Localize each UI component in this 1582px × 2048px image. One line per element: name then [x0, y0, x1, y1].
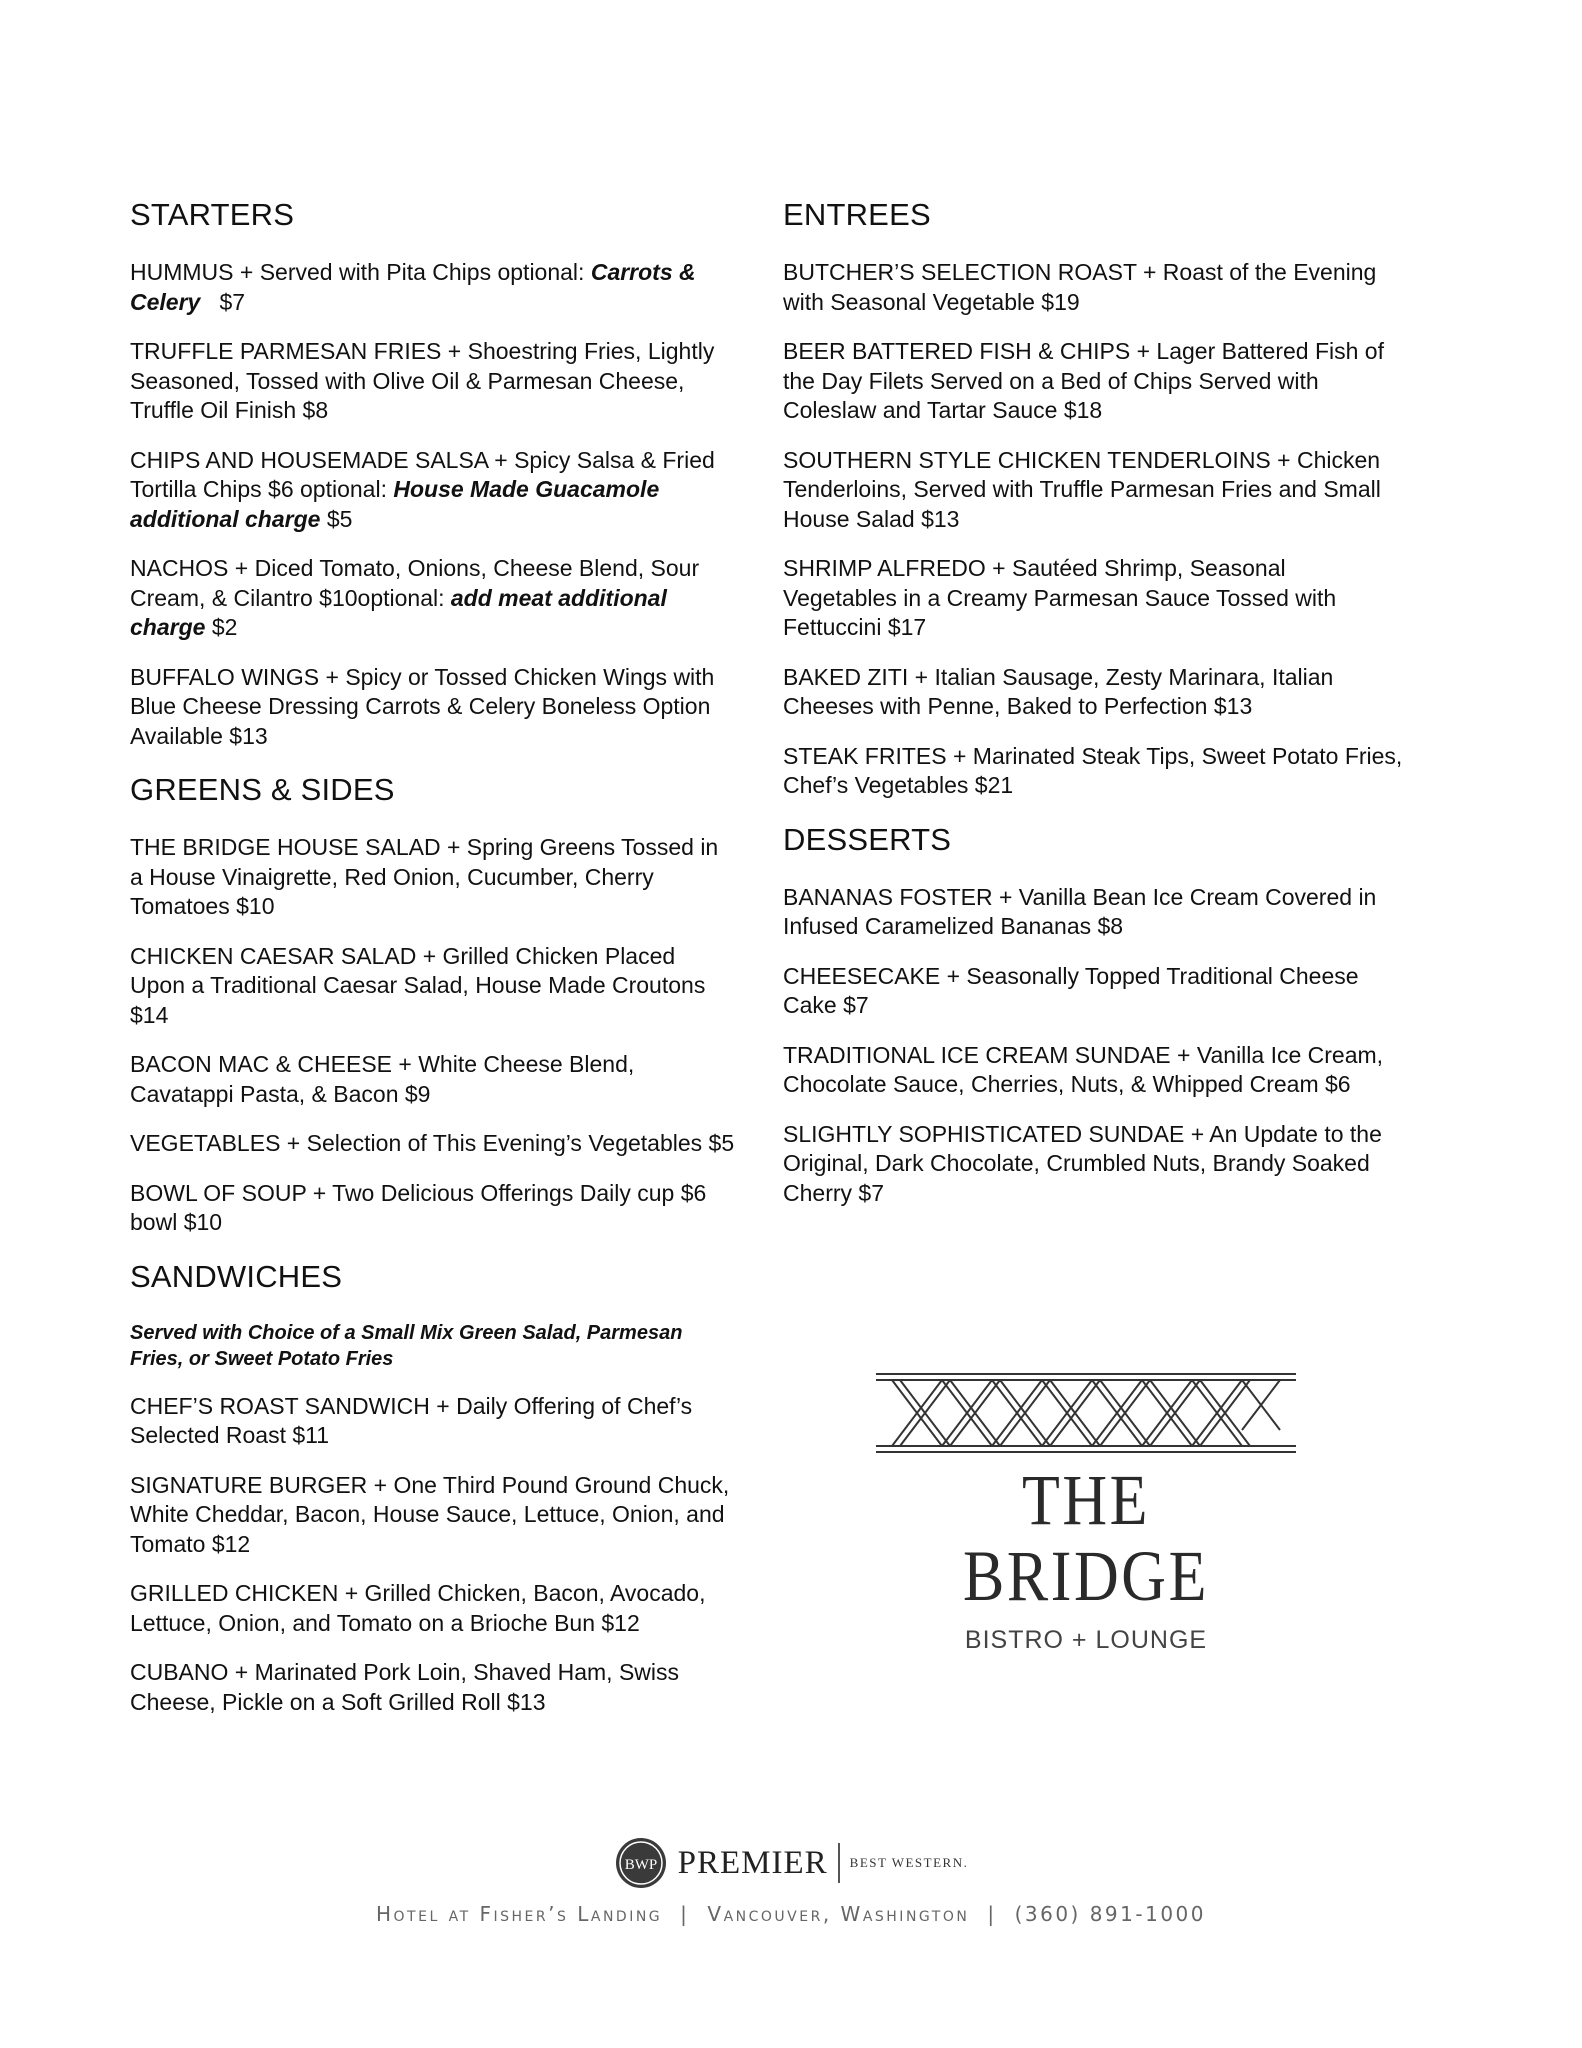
hotel-name: Hotel at Fisher’s Landing [375, 1902, 663, 1926]
address-line [0, 1902, 1582, 1926]
brand-divider [838, 1843, 840, 1883]
menu-item-roast-sandwich: CHEF’S ROAST SANDWICH + Daily Offering of Chef’s Selected Roast $11 [130, 1392, 693, 1448]
menu-item-house-salad: THE BRIDGE HOUSE SALAD + Spring Greens Tossed in a House Vinaigrette, Red Onion, Cucumber, Cherry Tomatoes $10 [130, 834, 719, 919]
hotel-phone: (360) 891-1000 [1014, 1902, 1206, 1926]
menu-item-baked-ziti: BAKED ZITI + Italian Sausage, Zesty Marinara, Italian Cheeses with Penne, Baked to Perfection $13 [783, 663, 1334, 719]
logo-subtitle: BISTRO + LOUNGE [964, 1626, 1208, 1654]
right-column [783, 196, 1403, 1228]
menu-item-butchers-roast: BUTCHER’S SELECTION ROAST + Roast of the Evening with Seasonal Vegetable $19 [783, 259, 1377, 315]
menu-item-soup: BOWL OF SOUP + Two Delicious Offerings Daily cup $6 bowl $10 [130, 1179, 707, 1235]
menu-item-caesar-salad: CHICKEN CAESAR SALAD + Grilled Chicken Placed Upon a Traditional Caesar Salad, House Made Croutons $14 [130, 942, 706, 1028]
menu-item-nachos: NACHOS + Diced Tomato, Onions, Cheese Blend, Sour Cream, & Cilantro $10optional: add meat additional charge $2 [130, 555, 700, 640]
section-title-sandwiches: SANDWICHES [130, 1258, 343, 1294]
section-title-desserts: DESSERTS [783, 821, 952, 857]
section-title-greens-sides: GREENS & SIDES [130, 772, 395, 807]
hotel-city: Vancouver, Washington [707, 1902, 970, 1926]
brand-name: PREMIER [677, 1844, 828, 1881]
section-title-entrees: ENTREES [783, 197, 931, 232]
menu-item-chicken-tenderloins: SOUTHERN STYLE CHICKEN TENDERLOINS + Chicken Tenderloins, Served with Truffle Parmesan Fries and Small House Salad $13 [783, 446, 1381, 532]
address-separator: | [680, 1902, 690, 1926]
menu-item-vegetables: VEGETABLES + Selection of This Evening’s Vegetables $5 [130, 1130, 735, 1156]
bridge-logo [876, 1372, 1296, 1655]
brand-row [0, 1838, 1582, 1888]
menu-item-cheesecake: CHEESECAKE + Seasonally Topped Traditional Cheese Cake $7 [783, 962, 1359, 1018]
logo-wordmark: THE BRIDGE [963, 1460, 1209, 1616]
sandwich-sides-note: Served with Choice of a Small Mix Green Salad, Parmesan Fries, or Sweet Potato Fries [130, 1321, 683, 1370]
menu-item-grilled-chicken: GRILLED CHICKEN + Grilled Chicken, Bacon, Avocado, Lettuce, Onion, and Tomato on a Brioche Bun $12 [130, 1580, 706, 1636]
menu-item-hummus: HUMMUS + Served with Pita Chips optional: Carrots & Celery $7 [130, 259, 696, 315]
brand-tag: BEST WESTERN. [849, 1855, 969, 1870]
menu-item-sophisticated-sundae: SLIGHTLY SOPHISTICATED SUNDAE + An Update to the Original, Dark Chocolate, Crumbled Nuts, Brandy Soaked Cherry $7 [783, 1120, 1382, 1206]
menu-item-chips-salsa: CHIPS AND HOUSEMADE SALSA + Spicy Salsa & Fried Tortilla Chips $6 optional: House Made Guacamole additional charge $5 [130, 446, 715, 532]
menu-item-fish-chips: BEER BATTERED FISH & CHIPS + Lager Battered Fish of the Day Filets Served on a Bed of Chips Served with Coleslaw and Tartar Sauce $18 [783, 338, 1384, 423]
menu-item-cubano: CUBANO + Marinated Pork Loin, Shaved Ham, Swiss Cheese, Pickle on a Soft Grilled Roll $13 [130, 1659, 680, 1715]
address-separator: | [987, 1902, 997, 1926]
menu-item-signature-burger: SIGNATURE BURGER + One Third Pound Ground Chuck, White Cheddar, Bacon, House Sauce, Lettuce, Onion, and Tomato $12 [130, 1471, 730, 1557]
menu-item-mac-cheese: BACON MAC & CHEESE + White Cheese Blend, Cavatappi Pasta, & Bacon $9 [130, 1051, 635, 1107]
section-title-starters: STARTERS [130, 197, 295, 232]
left-column [130, 196, 736, 1737]
menu-item-shrimp-alfredo: SHRIMP ALFREDO + Sautéed Shrimp, Seasonal Vegetables in a Creamy Parmesan Sauce Tossed with Fettuccini $17 [783, 555, 1337, 640]
bwp-seal-icon [614, 1836, 668, 1890]
bridge-truss-icon [876, 1372, 1296, 1456]
menu-item-steak-frites: STEAK FRITES + Marinated Steak Tips, Sweet Potato Fries, Chef’s Vegetables $21 [783, 742, 1403, 798]
menu-item-truffle-fries: TRUFFLE PARMESAN FRIES + Shoestring Fries, Lightly Seasoned, Tossed with Olive Oil & Parmesan Cheese, Truffle Oil Finish $8 [130, 338, 715, 423]
seal-text: BWP [624, 1857, 657, 1873]
menu-item-bananas-foster: BANANAS FOSTER + Vanilla Bean Ice Cream Covered in Infused Caramelized Bananas $8 [783, 883, 1377, 939]
menu-item-buffalo-wings: BUFFALO WINGS + Spicy or Tossed Chicken Wings with Blue Cheese Dressing Carrots & Celery Boneless Option Available $13 [130, 663, 715, 749]
footer [0, 1838, 1582, 1926]
menu-item-ice-cream-sundae: TRADITIONAL ICE CREAM SUNDAE + Vanilla Ice Cream, Chocolate Sauce, Cherries, Nuts, & Whipped Cream $6 [783, 1041, 1384, 1097]
